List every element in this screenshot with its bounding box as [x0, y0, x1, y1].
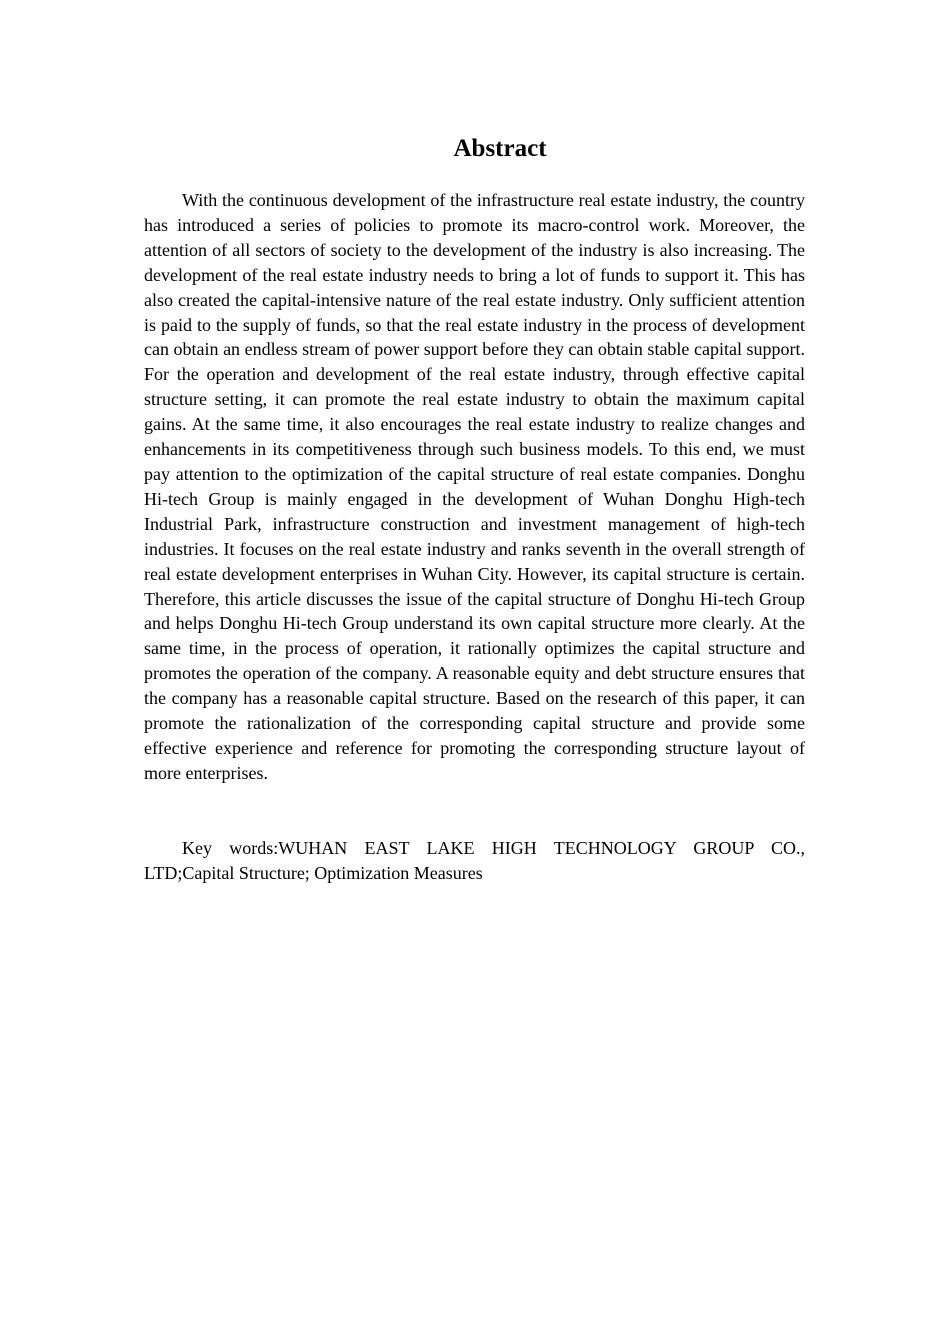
abstract-body: With the continuous development of the infrastructure real estate industry, the country has introduced a series of policies to promote its macro-control work. Moreover, the attention of all sectors of society to the development of the industry is also increasing. The development of the real estate industry needs to bring a lot of funds to support it. This has also created the capital-intensive nature of the real estate industry. Only sufficient attention is paid to the supply of funds, so that the real estate industry in the process of development can obtain an endless stream of power support before they can obtain stable capital support. For the operation and development of the real estate industry, through effective capital structure setting, it can promote the real estate industry to obtain the maximum capital gains. At the same time, it also encourages the real estate industry to realize changes and enhancements in its competitiveness through such business models. To this end, we must pay attention to the optimization of the capital structure of real estate companies. Donghu Hi-tech Group is mainly engaged in the development of Wuhan Donghu High-tech Industrial Park, infrastructure construction and investment management of high-tech industries. It focuses on the real estate industry and ranks seventh in the overall strength of real estate development enterprises in Wuhan City. However, its capital structure is certain. Therefore, this article discusses the issue of the capital structure of Donghu Hi-tech Group and helps Donghu Hi-tech Group understand its own capital structure more clearly. At the same time, in the process of operation, it rationally optimizes the capital structure and promotes the operation of the company. A reasonable equity and debt structure ensures that the company has a reasonable capital structure. Based on the research of this paper, it can promote the rationalization of the corresponding capital structure and provide some effective experience and reference for promoting the corresponding structure layout of more enterprises.: [144, 190, 805, 783]
keywords-line: Key words:WUHAN EAST LAKE HIGH TECHNOLOGY GROUP CO., LTD;Capital Structure; Optimization Measures: [144, 838, 805, 883]
abstract-title: Abstract: [453, 135, 547, 162]
